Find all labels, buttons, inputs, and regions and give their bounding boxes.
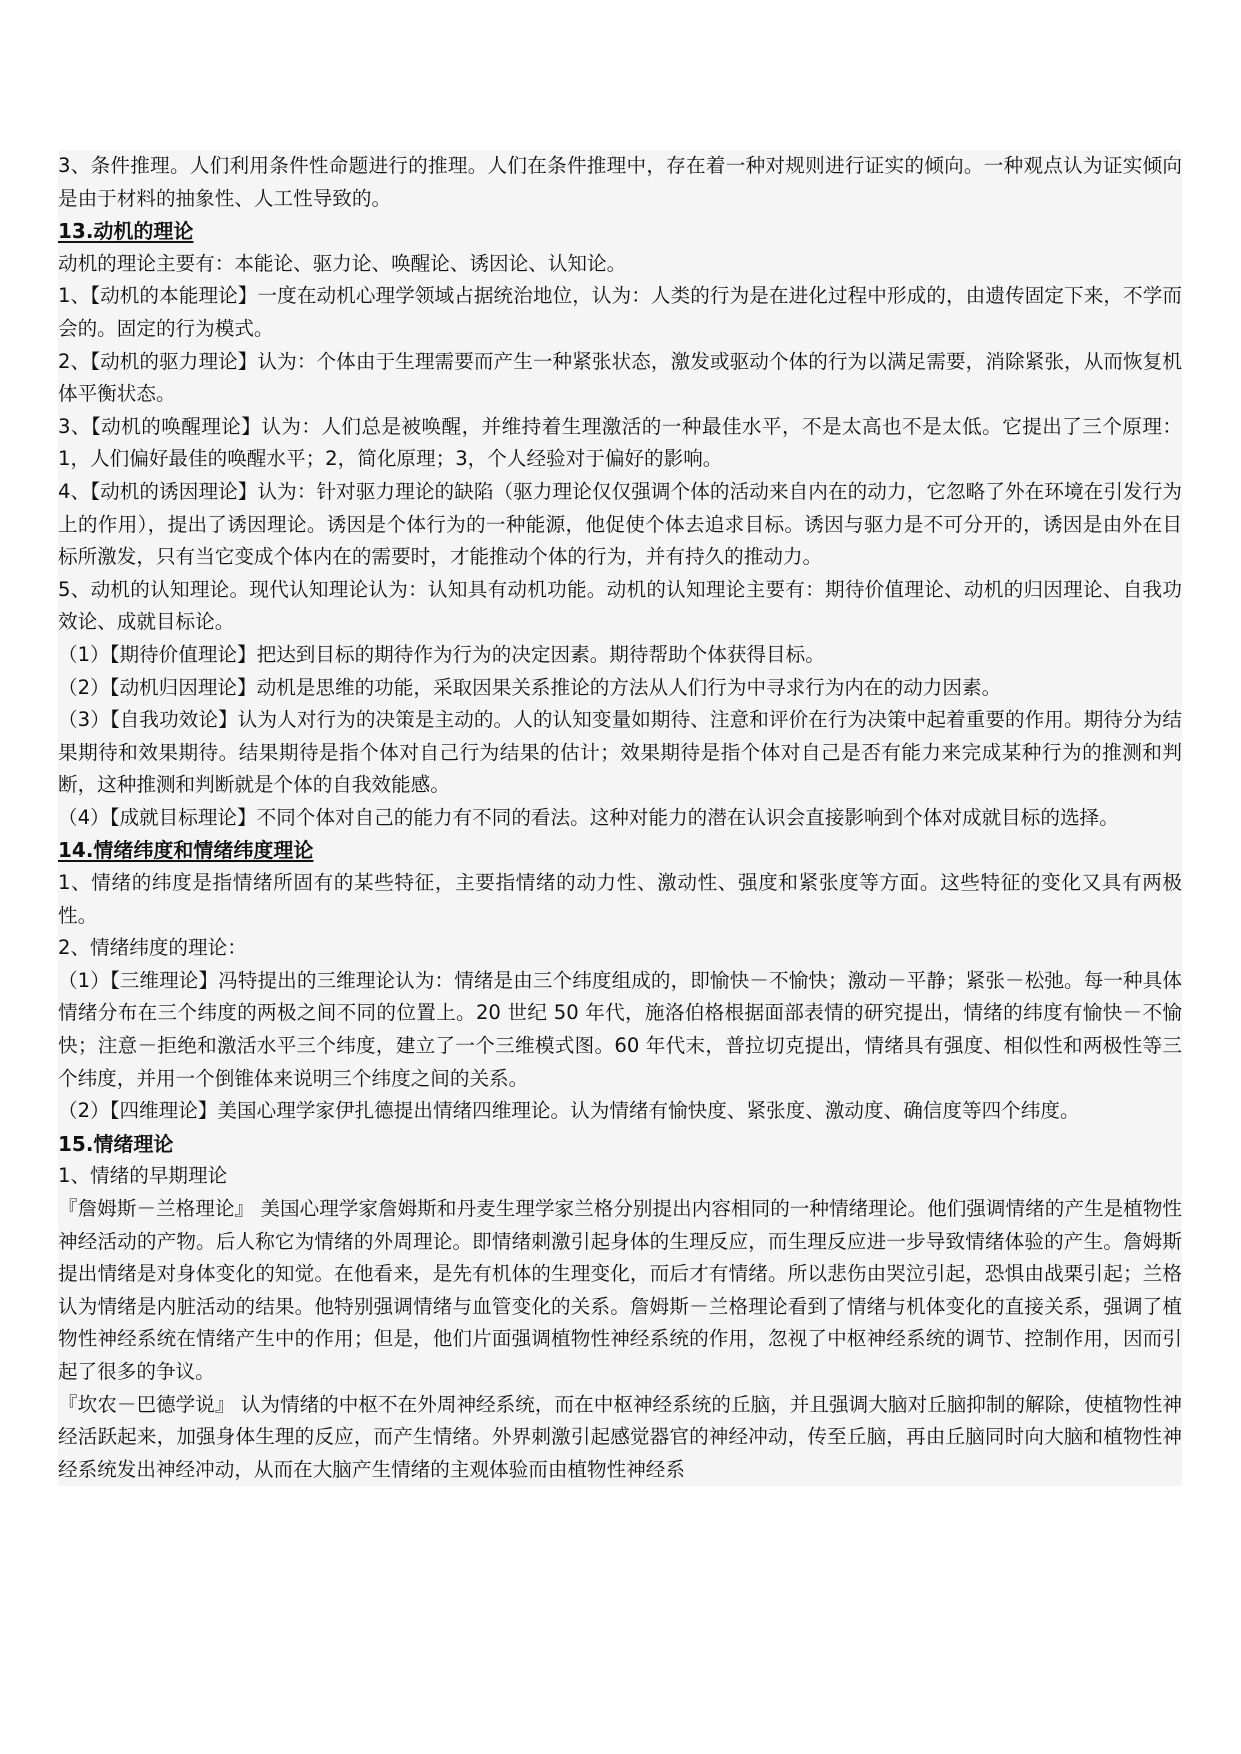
paragraph-conditional-reasoning: 3、条件推理。人们利用条件性命题进行的推理。人们在条件推理中，存在着一种对规则进行证实的倾向。一种观点认为证实倾向是由于材料的抽象性、人工性导致的。: [58, 150, 1182, 215]
paragraph-three-dimension: （1）【三维理论】冯特提出的三维理论认为：情绪是由三个纬度组成的，即愉快－不愉快；激动－平静；紧张－松弛。每一种具体情绪分布在三个纬度的两极之间不同的位置上。20 世纪 50 年代，施洛伯格根据面部表情的研究提出，情绪的纬度有愉快－不愉快；注意－拒绝和激活水平三个纬度，建立了一个三维模式图。60 年代末，普拉切克提出，情绪具有强度、相似性和两极性等三个纬度，并用一个倒锥体来说明三个纬度之间的关系。: [58, 965, 1182, 1095]
section-heading-13: 13.动机的理论: [58, 215, 1182, 248]
paragraph-cognitive-theory: 5、动机的认知理论。现代认知理论认为：认知具有动机功能。动机的认知理论主要有：期待价值理论、动机的归因理论、自我功效论、成就目标论。: [58, 574, 1182, 639]
paragraph-expectancy-value: （1）【期待价值理论】把达到目标的期待作为行为的决定因素。期待帮助个体获得目标。: [58, 639, 1182, 672]
paragraph-drive-theory: 2、【动机的驱力理论】认为：个体由于生理需要而产生一种紧张状态，激发或驱动个体的行为以满足需要，消除紧张，从而恢复机体平衡状态。: [58, 346, 1182, 411]
section-heading-15: 15.情绪理论: [58, 1128, 1182, 1161]
paragraph-self-efficacy: （3）【自我功效论】认为人对行为的决策是主动的。人的认知变量如期待、注意和评价在行为决策中起着重要的作用。期待分为结果期待和效果期待。结果期待是指个体对自己行为结果的估计；效果期待是指个体对自己是否有能力来完成某种行为的推测和判断，这种推测和判断就是个体的自我效能感。: [58, 704, 1182, 802]
paragraph-arousal-theory: 3、【动机的唤醒理论】认为：人们总是被唤醒，并维持着生理激活的一种最佳水平，不是太高也不是太低。它提出了三个原理：1，人们偏好最佳的唤醒水平；2，简化原理；3，个人经验对于偏好的影响。: [58, 411, 1182, 476]
paragraph-emotion-dimension: 1、情绪的纬度是指情绪所固有的某些特征，主要指情绪的动力性、激动性、强度和紧张度等方面。这些特征的变化又具有两极性。: [58, 867, 1182, 932]
paragraph-incentive-theory: 4、【动机的诱因理论】认为：针对驱力理论的缺陷（驱力理论仅仅强调个体的活动来自内在的动力，它忽略了外在环境在引发行为上的作用），提出了诱因理论。诱因是个体行为的一种能源，他促使个体去追求目标。诱因与驱力是不可分开的，诱因是由外在目标所激发，只有当它变成个体内在的需要时，才能推动个体的行为，并有持久的推动力。: [58, 476, 1182, 574]
paragraph-james-lange: 『詹姆斯－兰格理论』 美国心理学家詹姆斯和丹麦生理学家兰格分别提出内容相同的一种情绪理论。他们强调情绪的产生是植物性神经活动的产物。后人称它为情绪的外周理论。即情绪刺激引起身体的生理反应，而生理反应进一步导致情绪体验的产生。詹姆斯提出情绪是对身体变化的知觉。在他看来，是先有机体的生理变化，而后才有情绪。所以悲伤由哭泣引起，恐惧由战栗引起；兰格认为情绪是内脏活动的结果。他特别强调情绪与血管变化的关系。詹姆斯－兰格理论看到了情绪与机体变化的直接关系，强调了植物性神经系统在情绪产生中的作用；但是，他们片面强调植物性神经系统的作用，忽视了中枢神经系统的调节、控制作用，因而引起了很多的争议。: [58, 1193, 1182, 1389]
paragraph-attribution-theory: （2）【动机归因理论】动机是思维的功能，采取因果关系推论的方法从人们行为中寻求行为内在的动力因素。: [58, 672, 1182, 705]
paragraph-instinct-theory: 1、【动机的本能理论】一度在动机心理学领域占据统治地位，认为：人类的行为是在进化过程中形成的，由遗传固定下来，不学而会的。固定的行为模式。: [58, 280, 1182, 345]
paragraph-early-theories: 1、情绪的早期理论: [58, 1160, 1182, 1193]
section-heading-14: 14.情绪纬度和情绪纬度理论: [58, 834, 1182, 867]
paragraph-dimension-theories: 2、情绪纬度的理论：: [58, 932, 1182, 965]
paragraph-motivation-intro: 动机的理论主要有：本能论、驱力论、唤醒论、诱因论、认知论。: [58, 248, 1182, 281]
document-page: [58, 150, 1182, 1486]
paragraph-four-dimension: （2）【四维理论】美国心理学家伊扎德提出情绪四维理论。认为情绪有愉快度、紧张度、激动度、确信度等四个纬度。: [58, 1095, 1182, 1128]
paragraph-achievement-goal: （4）【成就目标理论】不同个体对自己的能力有不同的看法。这种对能力的潜在认识会直接影响到个体对成就目标的选择。: [58, 802, 1182, 835]
paragraph-cannon-bard: 『坎农－巴德学说』 认为情绪的中枢不在外周神经系统，而在中枢神经系统的丘脑，并且强调大脑对丘脑抑制的解除，使植物性神经活跃起来，加强身体生理的反应，而产生情绪。外界刺激引起感觉器官的神经冲动，传至丘脑，再由丘脑同时向大脑和植物性神经系统发出神经冲动，从而在大脑产生情绪的主观体验而由植物性神经系: [58, 1389, 1182, 1487]
